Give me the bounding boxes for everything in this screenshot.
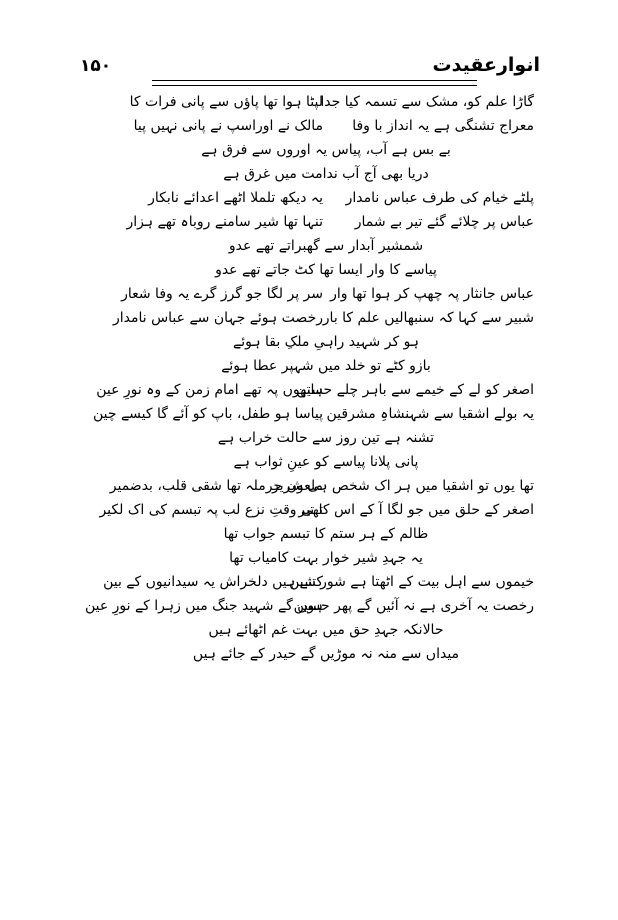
couplet xyxy=(96,378,534,402)
verse-first-hemistich: گاڑا علم کو، مشک سے تسمہ کیا جدا xyxy=(320,94,534,110)
verse-second-hemistich: لپٹا ہوا تھا پاؤں سے پانی فرات کا xyxy=(129,94,323,110)
refrain-line: بازو کٹے تو خلد میں شہپر عطا ہوئے xyxy=(221,358,431,374)
verse-first-hemistich: معراج تشنگی ہے یہ انداز با وفا xyxy=(352,118,534,134)
page-header xyxy=(0,0,618,90)
header-rule-top xyxy=(152,80,477,81)
refrain-line: میداں سے منہ نہ موڑیں گے حیدر کے جائے ہیں xyxy=(192,646,460,662)
couplet xyxy=(84,594,534,618)
verse-second-hemistich: ملعون حرملہ تھا شقی قلب، بدضمیر xyxy=(109,478,323,494)
verse-second-hemistich: پیاسا ہو طفل، باپ کو آئے گا کیسے چین xyxy=(92,406,323,422)
refrain-line: حالانکہ جہدِ حق میں بہت غم اٹھائے ہیں xyxy=(208,622,444,638)
verse-first-hemistich: عباس جانثار پہ چھپ کر ہوا تھا وار xyxy=(330,286,534,302)
couplet xyxy=(118,186,534,210)
refrain-line: دریا بھی آج آب ندامت میں غرق ہے xyxy=(223,166,429,182)
couplet xyxy=(112,306,534,330)
verse-first-hemistich: رخصت یہ آخری ہے نہ آئیں گے پھر حسین xyxy=(293,598,534,614)
verse-first-hemistich: اصغر کے حلق میں جو لگا آ کے اس کا تیر xyxy=(298,502,534,518)
verse-first-hemistich: شبیر سے کہا کہ سنبھالیں علم کا بار xyxy=(322,310,534,326)
couplet xyxy=(118,210,534,234)
couplet xyxy=(118,282,534,306)
verse-second-hemistich: کتنے ہیں دلخراش یہ سیدانیوں کے بین xyxy=(103,574,323,590)
verse-second-hemistich: مالک نے اوراسپ نے پانی نہیں پیا xyxy=(133,118,323,134)
poem-body xyxy=(84,90,534,666)
refrain-line: یہ جہدِ شیر خوار بہت کامیاب تھا xyxy=(229,550,423,566)
couplet xyxy=(118,90,534,114)
refrain-line: پانی پلانا پیاسے کو عینِ ثواب ہے xyxy=(233,454,419,470)
couplet xyxy=(92,402,534,426)
couplet xyxy=(118,114,534,138)
couplet xyxy=(99,498,534,522)
verse-second-hemistich: رخصت ہوئے جہان سے عباس نامدار xyxy=(112,310,323,326)
verse-second-hemistich: تنہا تھا شیر سامنے روباہ تھے ہزار xyxy=(126,214,323,230)
verse-second-hemistich: یہ دیکھ تلملا اٹھے اعدائے نابکار xyxy=(148,190,323,206)
verse-first-hemistich: خیموں سے اہل بیت کے اٹھتا ہے شور شین xyxy=(289,574,534,590)
verse-second-hemistich: ہوں گے شہید جنگ میں زہرا کے نورِ عین xyxy=(84,598,323,614)
verse-first-hemistich: پلٹے خیام کی طرف عباس نامدار xyxy=(345,190,534,206)
verse-first-hemistich: اصغر کو لے کے خیمے سے باہر چلے حسین xyxy=(296,382,534,398)
couplet xyxy=(103,570,534,594)
refrain-line: ظالم کے ہر ستم کا تبسم جواب تھا xyxy=(223,526,429,542)
book-title: انوارعقیدت xyxy=(432,54,540,76)
verse-second-hemistich: سر پر لگا جو گرز گرے یہ وفا شعار xyxy=(121,286,323,302)
couplet xyxy=(109,474,534,498)
verse-second-hemistich: ہاتھوں پہ تھے امام زمن کے وہ نورِ عین xyxy=(96,382,323,398)
refrain-line: شمشیر آبدار سے گھبراتے تھے عدو xyxy=(228,238,424,254)
header-rule-bottom xyxy=(152,85,477,86)
verse-first-hemistich: عباس پر چلائے گئے تیر بے شمار xyxy=(354,214,534,230)
refrain-line: بے بس ہے آب، پیاس یہ اوروں سے فرق ہے xyxy=(201,142,451,158)
refrain-line: ہو کر شہید راہیِ ملکِ بقا ہوئے xyxy=(233,334,419,350)
verse-second-hemistich: تھی وقتِ نزع لب پہ تبسم کی اک لکیر xyxy=(99,502,323,518)
verse-first-hemistich: تھا یوں تو اشقیا میں ہر اک شخص ہی شریر xyxy=(272,478,534,494)
page-number: ۱۵۰ xyxy=(80,56,112,76)
refrain-line: پیاسے کا وار ایسا تھا کٹ جاتے تھے عدو xyxy=(215,262,437,278)
verse-first-hemistich: یہ بولے اشقیا سے شہنشاہِ مشرقین xyxy=(326,406,534,422)
refrain-line: تشنہ ہے تین روز سے حالت خراب ہے xyxy=(217,430,435,446)
